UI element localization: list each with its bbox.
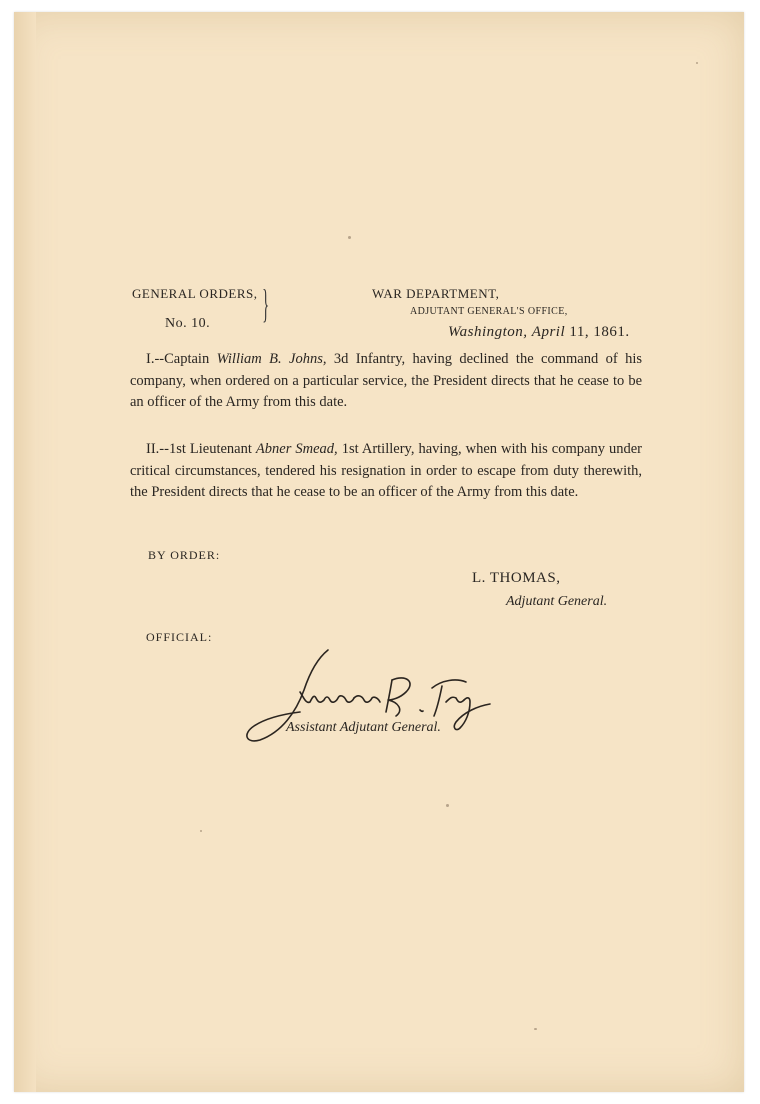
signer-name: L. THOMAS, (472, 570, 561, 586)
paragraph-body: 1st Artillery, having, when with his company under critical circumstances, tendered his resignation in order to escape from duty therewith, the President directs that he cease to be an officer of the Army from this date. (130, 441, 642, 500)
brace-glyph: } (262, 281, 269, 326)
order-number: No. 10. (165, 316, 211, 331)
order-paragraph-1 (130, 349, 642, 414)
foxing-spot (446, 804, 449, 807)
foxing-spot (200, 830, 202, 832)
foxing-spot (696, 62, 698, 64)
foxing-spot (348, 236, 351, 239)
document-page (14, 12, 744, 1092)
torn-edge (14, 12, 36, 1092)
order-date: Washington, April 11, 1861. (448, 324, 630, 340)
officer-name: William B. Johns, (216, 351, 327, 367)
order-paragraph-2 (130, 439, 642, 504)
signature-title: Assistant Adjutant General. (286, 720, 441, 735)
office-title: ADJUTANT GENERAL'S OFFICE, (410, 306, 568, 317)
officer-name: Abner Smead, (255, 441, 338, 457)
official-label: OFFICIAL: (146, 630, 213, 644)
signer-title: Adjutant General. (506, 594, 608, 609)
general-orders-heading (132, 286, 258, 331)
foxing-spot (534, 1028, 537, 1030)
general-orders-title: GENERAL ORDERS, (132, 286, 258, 301)
paragraph-body: 3d Infantry, having declined the command of his company, when ordered on a particular service, the President directs that he cease to be an officer of the Army from this date. (130, 351, 643, 410)
department-title: WAR DEPARTMENT, (372, 286, 500, 301)
paragraph-lead: I.--Captain (146, 351, 210, 367)
paragraph-lead: II.--1st Lieutenant (146, 441, 252, 457)
department-heading (372, 286, 630, 340)
by-order-label: BY ORDER: (148, 548, 221, 562)
